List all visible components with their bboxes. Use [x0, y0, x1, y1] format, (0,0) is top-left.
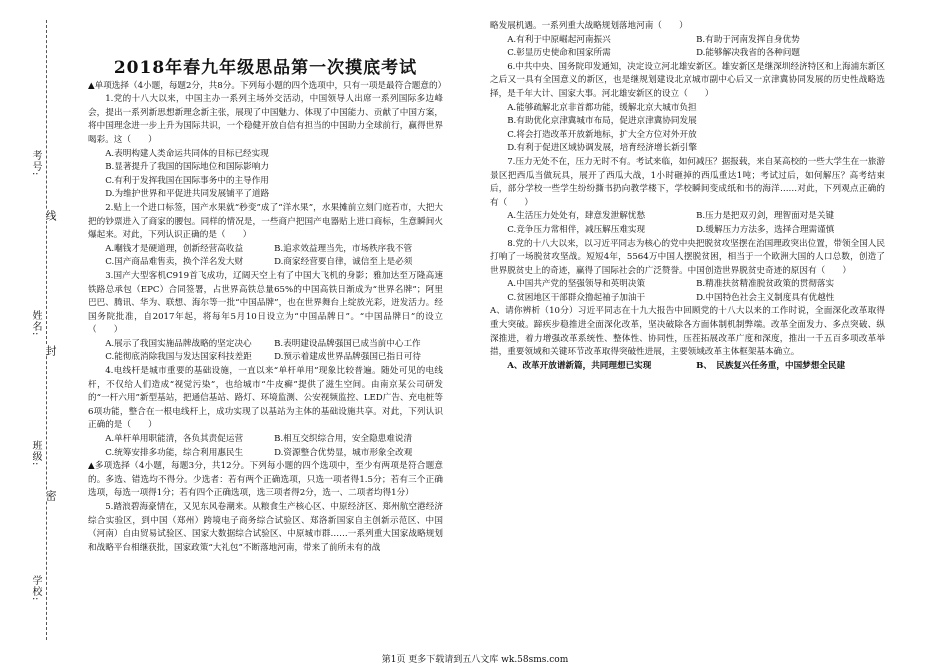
question-text: 8.党的十八大以来，以习近平同志为核心的党中央把脱贫攻坚摆在治国理政突出位置，带领全国人民打响了一场脱贫攻坚战。短短4年，5564万中国人摆脱贫困，相当于一个欧洲大国的人口总数，创造了世界脱贫史上的奇迹，赢得了国际社会的广泛赞誉。中国创造世界脱贫史奇迹的原因有（ ）	[490, 238, 885, 276]
option-text: A.有利于中原崛起河南振兴	[507, 34, 611, 45]
option-row	[88, 351, 443, 365]
option-text: A.能够疏解北京非首都功能，缓解北京大城市负担	[507, 102, 697, 113]
name-label: 姓名:	[30, 310, 41, 337]
option-row	[490, 360, 885, 374]
question-text: 1.党的十八大以来，中国主办一系列主场外交活动，中国领导人出席一系列国际多边峰会，提出一系列新思想新理念新主张，展现了中国魅力、体现了中国能力、贡献了中国方案，将中国理念进一步上升为国际共识，一个稳健开放自信有担当的中国助力全球前行，赢得世界喝彩。这（ ）	[88, 94, 443, 145]
exam-number-label: 考号:	[30, 150, 41, 177]
option-text: D.资源整合优势显，城市形象全改观	[274, 447, 413, 458]
option-row	[88, 338, 443, 352]
option-text: D.有利于促进区域协调发展，培育经济增长新引擎	[507, 143, 697, 154]
option-text: A.中国共产党的坚强领导和英明决策	[507, 279, 646, 290]
option-text: D.能够解决我省的各种问题	[696, 48, 800, 59]
option-text: A、改革开放谱新篇，共同理想已实现	[507, 360, 652, 371]
option-text: C.竞争压力常相伴，减压解压难实现	[507, 224, 646, 235]
option-text: C.能彻底消除我国与发达国家科技差距	[105, 352, 252, 363]
option-row	[490, 224, 885, 238]
left-column	[88, 20, 447, 555]
option-text: B.追求效益理当先，市场秩序我不管	[274, 243, 413, 254]
seal-xian: 线	[44, 210, 57, 221]
option-text: C.国产商品难售卖，换个洋名发大财	[105, 257, 244, 268]
option-text: B.压力是把双刃剑，理智面对是关键	[696, 211, 835, 222]
option-row	[88, 243, 443, 257]
option-row	[490, 292, 885, 306]
option-text: D.预示着建成世界品牌强国已指日可待	[274, 352, 421, 363]
option-row	[490, 47, 885, 61]
option-text: A.单杆单用职能清，各负其责促运营	[105, 434, 244, 445]
page-title: 2018年春九年级思品第一次摸底考试	[113, 58, 418, 78]
question-text: 3.国产大型客机C919首飞成功，辽阔天空上有了中国大飞机的身影；雅加达至万隆高速铁路总承包（EPC）合同签署，占世界高铁总量65%的中国高铁日渐成为“世界名牌”；阿里巴巴、腾讯、华为、联想、海尔等一批“中国品牌”，也在世界舞台上绽放光彩，迸发活力。经国务院批准，自2017年起，将每年5月10日设立为“中国品牌日”。“中国品牌日”的设立（ ）	[88, 270, 443, 336]
option-row	[88, 256, 443, 270]
option-text: B.有助于河南发挥自身优势	[696, 34, 800, 45]
option-row	[490, 278, 885, 292]
page-footer: 第1页 更多下载请到五八文库 wk.58sms.com	[381, 655, 569, 665]
option-text: B、 民族复兴任务重，中国梦想全民建	[696, 360, 846, 371]
option-text: C.彰显历史使命和国家所需	[507, 48, 611, 59]
option-text: C.将会打造改革开放新地标，扩大全方位对外开放	[507, 129, 697, 140]
question-text: 6.中共中央、国务院印发通知，决定设立河北雄安新区。雄安新区是继深圳经济特区和上海浦东新区之后又一具有全国意义的新区，也是继规划建设北京城市副中心后又一京津冀协同发展的历史性战略选择，是千年大计、国家大事。河北雄安新区的设立（ ）	[490, 61, 885, 99]
option-text: C.统筹安排多功能，综合利用惠民生	[105, 447, 244, 458]
left-column-body	[88, 80, 447, 556]
binding-dashed-line	[46, 20, 47, 640]
question-text: ▲单项选择（4小题，每题2分，共8分。下列每小题的四个选项中，只有一项是最符合题意的）	[88, 80, 447, 91]
option-row	[490, 210, 885, 224]
option-text: C.有利于发挥我国在国际事务中的主导作用	[105, 175, 269, 186]
class-label: 班级:	[30, 440, 41, 467]
option-row	[490, 34, 885, 48]
option-row	[88, 433, 443, 447]
option-text: A.表明构建人类命运共同体的目标已经实现	[105, 148, 269, 159]
right-column	[490, 20, 885, 373]
question-text: A、请你辨析（10分）习近平同志在十九大报告中回顾党的十八大以来的工作时说，全面深化改革取得重大突破。蹄疾步稳推进全面深化改革，坚决破除各方面体制机制弊端。改革全面发力、多点突破、纵深推进，着力增强改革系统性、整体性、协同性，压茬拓展改革广度和深度，推出一千五百多项改革举措，重要领域和关键环节改革取得突破性进展，主要领域改革主体框架基本确立。	[490, 306, 885, 358]
option-text: D.中国特色社会主义制度具有优越性	[696, 292, 835, 303]
question-text: 略发展机遇。一系列重大战略规划落地河南（ ）	[490, 21, 688, 31]
question-text: 5.踏浪碧海豪情在，又见东风卷潮来。从粮食生产核心区、中原经济区、郑州航空港经济综合实验区，到中国（郑州）跨境电子商务综合试验区、郑洛新国家自主创新示范区、中国（河南）自由贸易试验区、国家大数据综合试验区、中原城市群……一系列重大国家战略规划和战略平台相继获批，国家政策“大礼包”不断落地河南，带来了前所未有的战	[88, 502, 443, 553]
school-label: 学校:	[30, 575, 41, 602]
right-column-body	[490, 20, 885, 373]
seal-mi: 密	[44, 490, 57, 501]
option-row	[88, 447, 443, 461]
question-text: 7.压力无处不在，压力无时不有。考试来临，如何减压？据报载，来自某高校的一些大学生在一旅游景区把西瓜当做玩具，展开了西瓜大战，1小时砸掉的西瓜重达1吨；考试过后，如何解压？高考结束后，部分学校一些学生纷纷撕书扔向教学楼下，学校瞬间变成纸和书的海洋……对此，下列观点正确的有（ ）	[490, 156, 885, 208]
option-text: A.展示了我国实施品牌战略的坚定决心	[105, 338, 252, 349]
option-text: A.嗰钱才是硬道理，创新经营高收益	[105, 243, 244, 254]
option-text: B.表明建设品牌强国已成当前中心工作	[274, 338, 421, 349]
option-text: C.贫困地区干部群众撸起袖子加油干	[507, 292, 646, 303]
question-text: 4.电线杆是城市重要的基础设施，一直以来“单杆单用”现象比较普遍。随处可见的电线杆，不仅给人们造成“视觉污染”，也给城市“牛皮癣”提供了滋生空间。由南京某公司研发的“一杆六用”新型基站，把通信基站、路灯、环境监测、公安视频监控、LED广告、充电桩等6项功能，整合在一根电线杆上，成功实现了以基站为主体的基础设施共享。对此，下列认识正确的是（ ）	[88, 366, 443, 431]
option-text: D.为维护世界和平促进共同发展铺平了道路	[105, 189, 270, 200]
option-text: B.显著提升了我国的国际地位和国际影响力	[105, 162, 269, 173]
seal-feng: 封	[44, 345, 57, 356]
question-text: ▲多项选择（4小题，每题3分，共12分。下列每小题的四个选项中，至少有两项是符合题意的。多选、错选均不得分。少选者：若有两个正确选项，只选一项者得1.5分；若有三个正确选项，每选一项得1分；若有四个正确选项，选三项者得2分，选一、二项者均得1分）	[88, 461, 443, 499]
option-text: B.相互交织综合用，安全隐患难说清	[274, 434, 413, 445]
binding-margin	[0, 0, 70, 640]
option-text: B.有助优化京津冀城市布局，促进京津冀协同发展	[507, 116, 697, 127]
question-text: 2.贴上一个进口标签，国产水果就“秒变”成了“洋水果”，水果摊前立刻门庭若市，大把大把的钞票进入了商家的腰包。同样的情况是，一些商户把国产电器贴上进口商标，生意瞬间火爆起来。对此，下列认识正确的是（ ）	[88, 202, 443, 241]
option-text: D.商家经营要自律，诚信至上是必须	[274, 257, 413, 268]
option-text: A.生活压力处处有，肆意发泄解忧愁	[507, 211, 646, 222]
option-text: B.精准扶贫精准脱贫政策的贯彻落实	[696, 279, 835, 290]
option-text: D.缓解压力方法多，选择合理需谨慎	[696, 224, 835, 235]
